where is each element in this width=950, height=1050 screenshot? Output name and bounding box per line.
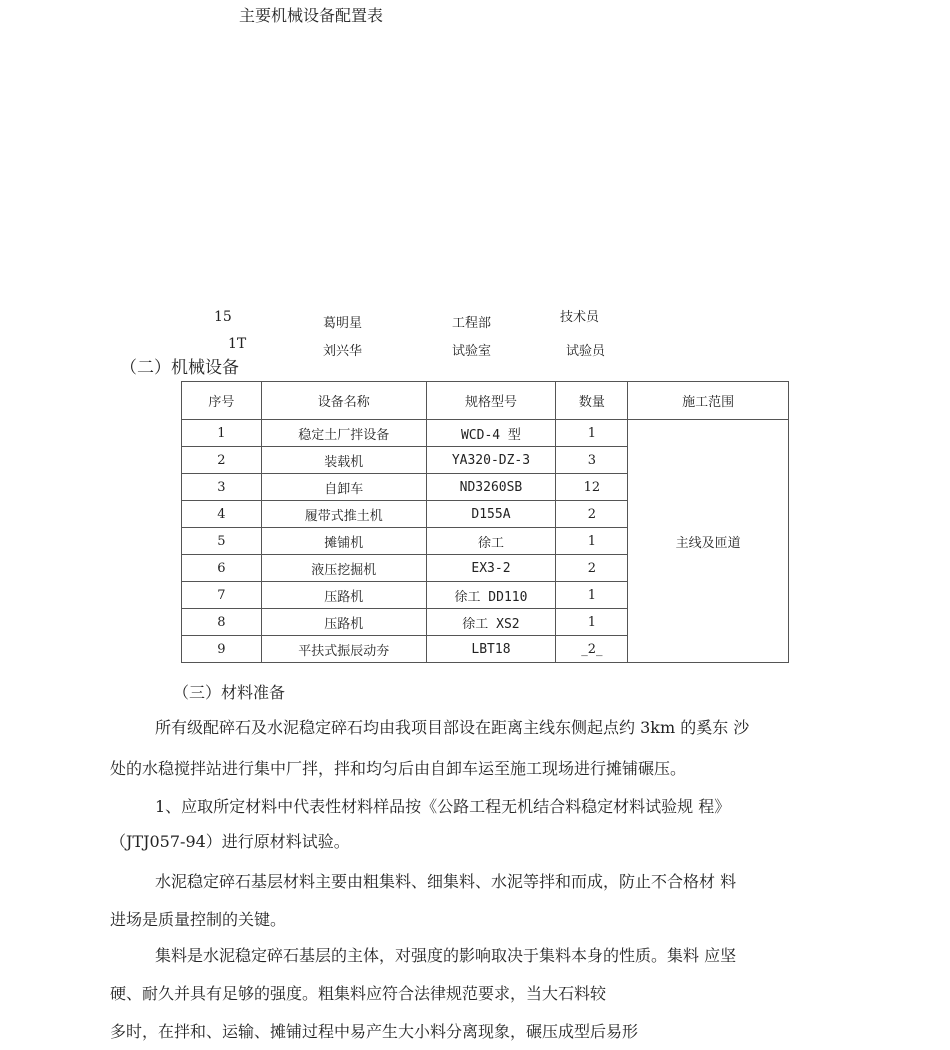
row-quantity: 1	[556, 528, 628, 555]
row-equipment-name: 摊铺机	[261, 528, 426, 555]
paragraph-line: （JTJ057-94）进行原材料试验。	[110, 832, 350, 851]
row-index: 3	[182, 474, 262, 501]
header-equipment-name: 设备名称	[261, 382, 426, 420]
section-heading-materials: （三）材料准备	[173, 683, 286, 702]
row-equipment-name: 稳定土厂拌设备	[261, 420, 426, 447]
staff-number: 15	[214, 309, 232, 325]
row-model: WCD-4 型	[426, 420, 556, 447]
staff-name: 刘兴华	[323, 344, 363, 359]
table-row	[182, 420, 789, 447]
row-quantity: 1	[556, 609, 628, 636]
row-quantity: 2	[556, 501, 628, 528]
row-equipment-name: 压路机	[261, 609, 426, 636]
row-equipment-name: 装载机	[261, 447, 426, 474]
row-model: 徐工 DD110	[426, 582, 556, 609]
row-equipment-name: 平扶式振辰动夯	[261, 636, 426, 663]
document-title: 主要机械设备配置表	[239, 6, 384, 25]
row-index: 8	[182, 609, 262, 636]
row-quantity: 1	[556, 420, 628, 447]
row-equipment-name: 履带式推土机	[261, 501, 426, 528]
row-quantity: 3	[556, 447, 628, 474]
staff-department: 试验室	[452, 344, 492, 359]
table-header-row	[182, 382, 789, 420]
row-model: LBT18	[426, 636, 556, 663]
staff-number: 1T	[228, 336, 247, 352]
paragraph-line: 多时，在拌和、运输、摊铺过程中易产生大小料分离现象，碾压成型后易形	[110, 1022, 639, 1041]
paragraph-line: 集料是水泥稳定碎石基层的主体，对强度的影响取决于集料本身的性质。集料 应坚	[155, 946, 737, 965]
row-quantity: 12	[556, 474, 628, 501]
staff-role: 技术员	[560, 310, 600, 325]
paragraph-line: 水泥稳定碎石基层材料主要由粗集料、细集料、水泥等拌和而成，防止不合格材 料	[155, 872, 737, 891]
section-heading-equipment: （二）机械设备	[120, 358, 239, 378]
row-index: 7	[182, 582, 262, 609]
staff-department: 工程部	[452, 316, 492, 331]
paragraph-line: 所有级配碎石及水泥稳定碎石均由我项目部设在距离主线东侧起点约 3km 的奚东 沙	[155, 718, 750, 737]
staff-role: 试验员	[566, 344, 606, 359]
row-index: 2	[182, 447, 262, 474]
row-model: EX3-2	[426, 555, 556, 582]
row-index: 6	[182, 555, 262, 582]
staff-name: 葛明星	[323, 316, 363, 331]
row-index: 1	[182, 420, 262, 447]
equipment-table	[181, 381, 789, 663]
header-model: 规格型号	[426, 382, 556, 420]
row-quantity: 1	[556, 582, 628, 609]
row-equipment-name: 压路机	[261, 582, 426, 609]
paragraph-line: 处的水稳搅拌站进行集中厂拌，拌和均匀后由自卸车运至施工现场进行摊铺碾压。	[110, 759, 687, 778]
row-equipment-name: 液压挖掘机	[261, 555, 426, 582]
row-model: 徐工	[426, 528, 556, 555]
header-scope: 施工范围	[628, 382, 789, 420]
paragraph-line: 进场是质量控制的关键。	[110, 910, 287, 929]
row-index: 9	[182, 636, 262, 663]
row-quantity: 2	[556, 555, 628, 582]
row-index: 5	[182, 528, 262, 555]
paragraph-line: 硬、耐久并具有足够的强度。粗集料应符合法律规范要求，当大石料较	[110, 984, 607, 1003]
header-index: 序号	[182, 382, 262, 420]
row-equipment-name: 自卸车	[261, 474, 426, 501]
row-quantity: _2_	[556, 636, 628, 663]
row-model: D155A	[426, 501, 556, 528]
row-scope: 主线及匝道	[628, 420, 789, 663]
header-quantity: 数量	[556, 382, 628, 420]
row-model: 徐工 XS2	[426, 609, 556, 636]
paragraph-line: 1、应取所定材料中代表性材料样品按《公路工程无机结合料稳定材料试验规 程》	[155, 797, 731, 816]
row-model: YA320-DZ-3	[426, 447, 556, 474]
row-model: ND3260SB	[426, 474, 556, 501]
row-index: 4	[182, 501, 262, 528]
